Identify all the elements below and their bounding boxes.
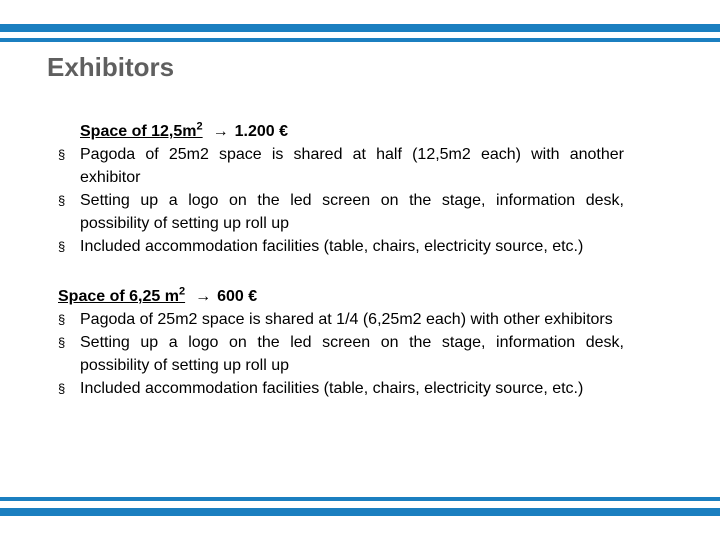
list-item — [58, 235, 624, 258]
page-title: Exhibitors — [47, 52, 175, 82]
section-1-heading — [58, 120, 624, 143]
bullet-text: Setting up a logo on the led screen on the stage, information desk, possibility of setting up roll up — [80, 334, 624, 374]
section-spacer — [58, 258, 624, 285]
section-2-heading — [58, 285, 624, 308]
bullet-text: Pagoda of 25m2 space is shared at 1/4 (6,25m2 each) with other exhibitors — [80, 311, 613, 328]
section-2-price: 600 € — [217, 288, 258, 305]
bottom-stripe-thick — [0, 508, 720, 516]
section-2-arrow: → — [195, 288, 212, 305]
section-2-label: Space of 6,25 $m^2$ — [58, 285, 186, 305]
bullet-icon: § — [58, 312, 66, 327]
bottom-stripe-thin — [0, 497, 720, 501]
bullet-icon: § — [58, 193, 66, 208]
section-1-arrow: → — [212, 123, 229, 140]
list-item — [58, 377, 624, 400]
bullet-icon: § — [58, 335, 66, 350]
section-2-bullet-list — [58, 308, 624, 400]
section-1-label: Space of $12,5m^2$ — [80, 120, 203, 140]
bullet-icon: § — [58, 147, 66, 162]
bullet-icon: § — [58, 381, 66, 396]
list-item — [58, 143, 624, 189]
bullet-text: Included accommodation facilities (table, chairs, electricity source, etc.) — [80, 380, 584, 397]
section-1-bullet-list — [58, 143, 624, 258]
list-item — [58, 189, 624, 235]
top-stripe-thick — [0, 24, 720, 32]
top-stripe-thin — [0, 38, 720, 42]
bullet-text: Setting up a logo on the led screen on the stage, information desk, possibility of setting up roll up — [80, 192, 624, 232]
slide-content — [58, 120, 624, 400]
bullet-icon: § — [58, 239, 66, 254]
bullet-text: Included accommodation facilities (table, chairs, electricity source, etc.) — [80, 238, 584, 255]
bullet-text: Pagoda of 25m2 space is shared at half (12,5m2 each) with another exhibitor — [80, 146, 624, 186]
section-1-price: 1.200 € — [234, 123, 289, 140]
list-item — [58, 308, 624, 331]
list-item — [58, 331, 624, 377]
